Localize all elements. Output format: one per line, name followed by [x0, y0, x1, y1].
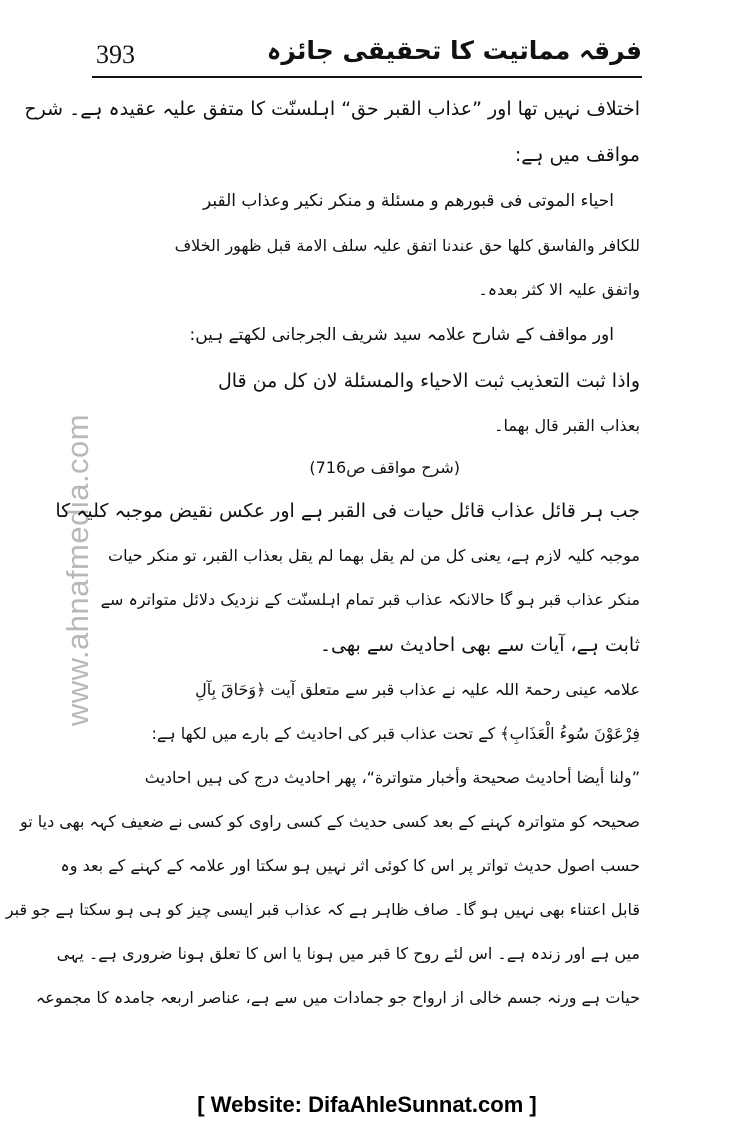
- text-line-1: اختلاف نہیں تھا اور ”عذاب القبر حق“ اہلسنّت کا متفق علیہ عقیدہ ہے۔ شرح: [24, 98, 640, 120]
- website-footer: [ Website: DifaAhleSunnat.com ]: [197, 1092, 537, 1117]
- text-line-14: علامہ عینی رحمۃ اللہ علیہ نے عذاب قبر سے متعلق آیت ﴿وَحَاقَ بِآلِ: [195, 680, 640, 699]
- text-line-12: منکر عذاب قبر ہو گا حالانکہ عذاب قبر تمام اہلسنّت کے نزدیک دلائل متواترہ سے: [100, 590, 640, 609]
- text-line-20: میں ہے اور زندہ ہے۔ اس لئے روح کا قبر میں ہونا یا اس کا تعلق ہونا ضروری ہے۔ یہی: [56, 944, 640, 963]
- text-line-11: موجبہ کلیہ لازم ہے، یعنی کل من لم یقل بھما لم یقل بعذاب القبر، تو منکر حیات: [108, 546, 640, 565]
- header-rule: [92, 76, 642, 78]
- arabic-quote-line-4: واذا ثبت التعذیب ثبت الاحیاء والمسئلة لان کل من قال: [217, 370, 640, 392]
- text-line-19: قابل اعتناء بھی نہیں ہو گا۔ صاف ظاہر ہے کہ عذاب قبر ایسی چیز کو ہی ہو سکتا ہے جو قبر: [5, 900, 640, 919]
- text-line-13: ثابت ہے، آیات سے بھی احادیث سے بھی۔: [319, 634, 640, 656]
- text-line-18: حسب اصول حدیث تواتر پر اس کا کوئی اثر نہیں ہو سکتا اور علامہ کے کہنے کے بعد وہ: [60, 856, 640, 875]
- citation: (شرح مواقف ص716): [309, 458, 460, 477]
- text-line-10: جب ہر قائل عذاب قائل حیات فی القبر ہے اور عکس نقیض موجبہ کلیہ کا: [55, 500, 640, 522]
- watermark-text: www.ahnafmedia.com: [60, 413, 95, 727]
- text-line-6: اور مواقف کے شارح علامہ سید شریف الجرجانی لکھتے ہیں:: [189, 325, 614, 345]
- text-line-17: صحیحہ کو متواترہ کہنے کے بعد کسی حدیث کے کسی راوی کو کسی نے ضعیف کہہ بھی دیا تو: [19, 812, 640, 831]
- text-line-15: فِرْعَوْنَ سُوءُ الْعَذَابِ﴾ کے تحت عذاب قبر کی احادیث کے بارے میں لکھا ہے:: [151, 724, 640, 743]
- page-number: 393: [96, 40, 135, 69]
- text-line-2: مواقف میں ہے:: [514, 144, 640, 166]
- text-line-16: ”ولنا أیضا أحادیث صحیحة وأخبار متواترة“، پھر احادیث درج کی ہیں احادیث: [144, 768, 640, 787]
- arabic-quote-line-3: واتفق علیہ الا کثر بعدہ۔: [478, 280, 640, 299]
- arabic-quote-line-5: بعذاب القبر قال بھما۔: [494, 416, 640, 435]
- arabic-quote-line-1: احیاء الموتی فی قبورھم و مسئلة و منکر نکیر وعذاب القبر: [202, 191, 614, 211]
- arabic-quote-line-2: للکافر والفاسق کلھا حق عندنا اتفق علیہ سلف الامة قبل ظھور الخلاف: [174, 236, 640, 255]
- running-title: فرقہ مماتیت کا تحقیقی جائزہ: [266, 36, 642, 65]
- text-line-21: حیات ہے ورنہ جسم خالی از ارواح جو جمادات میں سے ہے، عناصر اربعہ جامدہ کا مجموعہ: [35, 988, 640, 1007]
- watermark: [58, 390, 98, 750]
